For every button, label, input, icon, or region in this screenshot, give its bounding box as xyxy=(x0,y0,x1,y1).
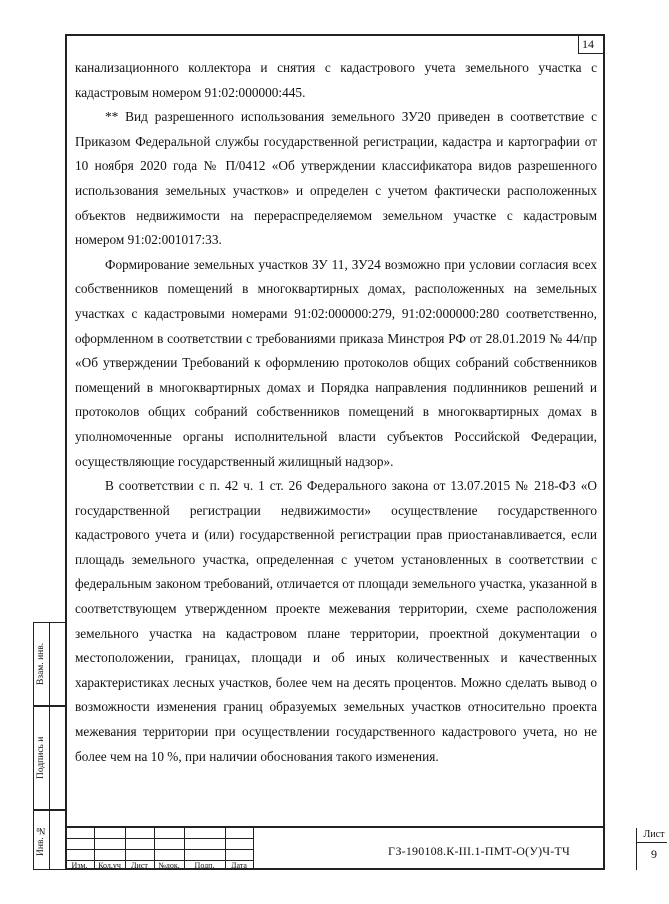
paragraph-3: Формирование земельных участков ЗУ 11, ЗУ24 возможно при условии согласия всех собственников помещений в многоквартирных домах, расположенных на земельных участках с кадастровыми номерами 91:02:000000:279, 91:02:000000:280 соответственно, оформленном в соответствии с требованиями приказа Минстроя РФ от 28.01.2019 № 44/пр «Об утверждении Требований к оформлению протоколов общих собраний собственников помещений в многоквартирных домах и Порядка направления подлинников решений и протоколов общих собраний собственников помещений в многоквартирных домах в уполномоченные органы исполнительной власти субъектов Российской Федерации, осуществляющие государственный жилищный надзор». xyxy=(75,256,597,469)
paragraph-1: канализационного коллектора и снятия с кадастрового учета земельного участка с кадастровым номером 91:02:000000:445. xyxy=(75,60,597,100)
side-field-podpis xyxy=(33,706,65,810)
sheet-number: 9 xyxy=(651,847,657,861)
paragraph-2: ** Вид разрешенного использования земельного ЗУ20 приведен в соответствие с Приказом Федеральной службы государственной регистрации, кадастра и картографии от 10 ноября 2020 года № П/0412 «Об утверждении классификатора видов разрешенного использования земельных участков» и определен с учетом фактически расположенных объектов недвижимости на перераспределяемом земельном участке с кадастровым номером 91:02:001017:33. xyxy=(75,109,597,248)
paragraph-4: В соответствии с п. 42 ч. 1 ст. 26 Федерального закона от 13.07.2015 № 218-ФЗ «О государственной регистрации недвижимости» осуществление государственного кадастрового учета и (или) государственной регистрации прав приостанавливается, если площадь земельного участка, определенная с учетом установленных в соответствии с федеральным законом требований, отличается от площади земельного участка, указанной в соответствующем утвержденном проекте межевания территории, схеме расположения земельного участка на кадастровом плане территории, проектной документации о местоположении, границах, площади и об иных количественных и качественных характеристиках лесных участков, более чем на десять процентов. Можно сделать вывод о возможности изменения границ образуемых земельных участков относительно проекта межевания территории при осуществлении государственного кадастрового учета, но не более чем на 10 %, при наличии обоснования такого изменения. xyxy=(75,478,597,764)
stamp-header-kol: Кол.уч xyxy=(98,861,121,870)
side-label-podpis: Подпись и xyxy=(36,736,46,780)
sheet-label: Лист xyxy=(643,829,665,840)
side-label-inv: Инв. № xyxy=(36,824,46,856)
side-field-inv xyxy=(33,810,65,870)
stamp-header-ndok: №док. xyxy=(158,861,180,870)
corner-page-number: 14 xyxy=(578,34,605,54)
side-field-vzam xyxy=(33,622,65,706)
stamp-header-podp: Подп. xyxy=(194,861,215,870)
document-body xyxy=(75,56,597,769)
title-block xyxy=(65,826,665,870)
document-code: ГЗ-190108.К-III.1-ПМТ-О(У)Ч-ТЧ xyxy=(388,844,570,858)
side-label-vzam: Взам. инв. xyxy=(36,642,46,686)
stamp-header-list: Лист xyxy=(131,861,148,870)
stamp-header-izm: Изм. xyxy=(71,861,88,870)
stamp-header-data: Дата xyxy=(231,861,247,870)
